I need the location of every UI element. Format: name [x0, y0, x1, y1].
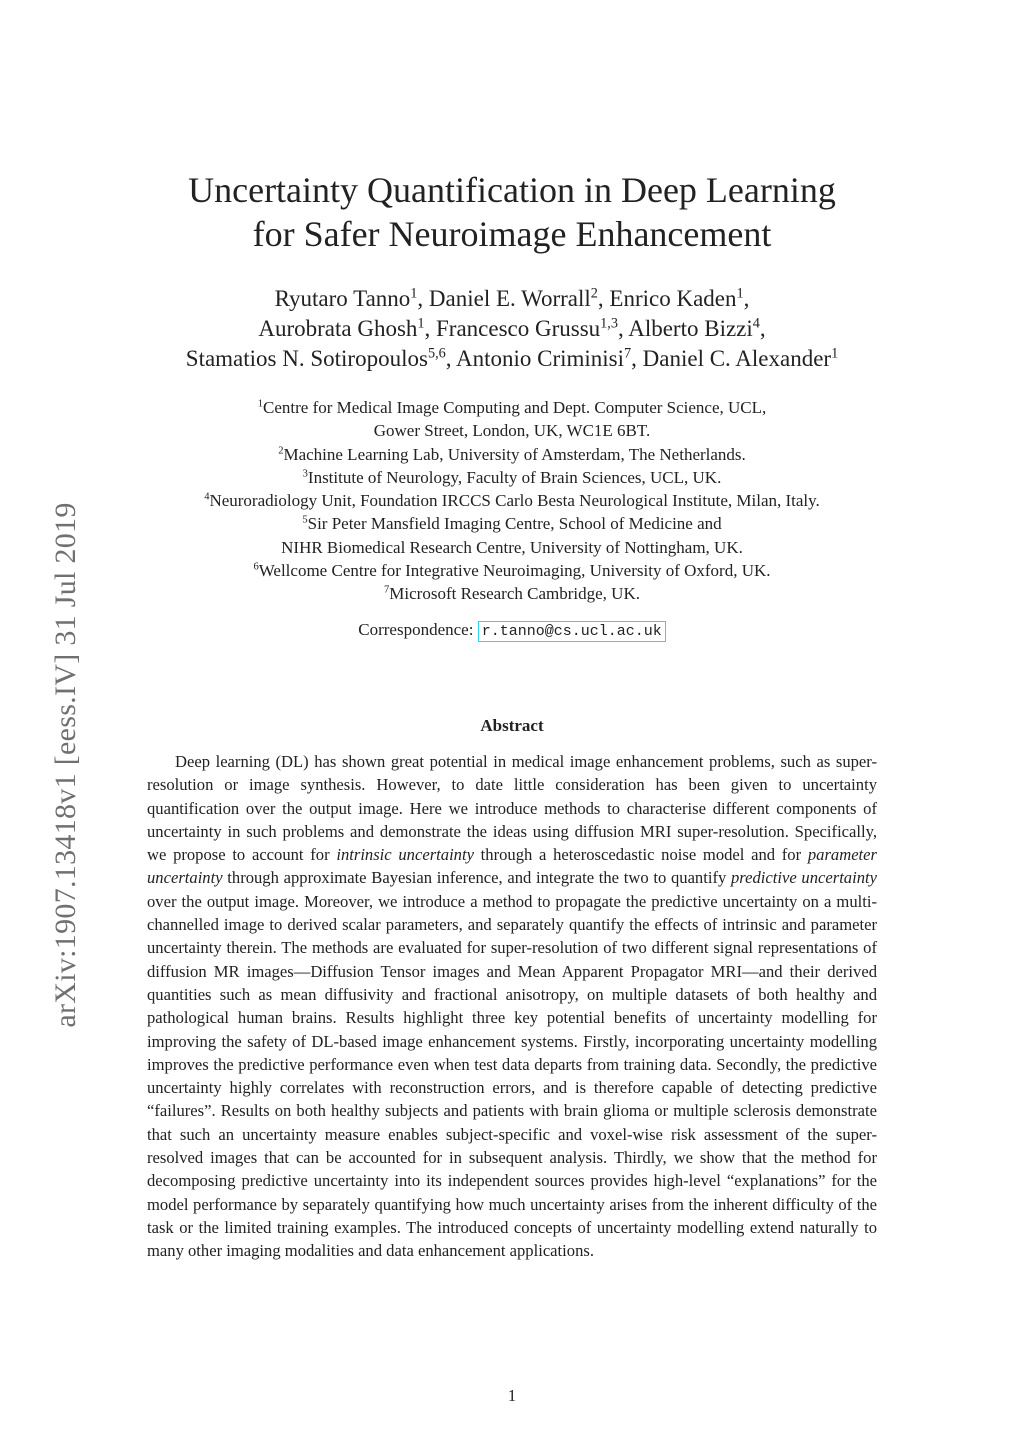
affil-marker: 1 [257, 398, 263, 410]
author-list [112, 284, 912, 374]
abstract-text-2: through a heteroscedastic noise model and for [473, 845, 808, 865]
affil-text: Neuroradiology Unit, Foundation IRCCS Carlo Besta Neurological Institute, Milan, Italy. [209, 491, 820, 511]
author-line-1: Ryutaro Tanno$^1$, Daniel E. Worrall$^2$, Enrico Kaden$^1$, [274, 285, 750, 311]
author-name: Alberto Bizzi [628, 316, 753, 341]
affiliation-5-cont: NIHR Biomedical Research Centre, University of Nottingham, UK. [281, 537, 743, 557]
abstract-text-1: Deep learning (DL) has shown great potential in medical image enhancement problems, such as super-resolution or image synthesis. However, to date little consideration has been given to uncertainty quantification over the output image. Here we introduce methods to characterise different components of uncertainty in such problems and demonstrate the ideas using diffusion MRI super-resolution. Specifically, we propose to account for [147, 752, 877, 865]
affil-text: Wellcome Centre for Integrative Neuroimaging, University of Oxford, UK. [258, 561, 771, 581]
affiliation-6 [112, 559, 912, 582]
author-line-3: Stamatios N. Sotiropoulos$^{5,6}$, Antonio Criminisi$^7$, Daniel C. Alexander$^1$ [185, 345, 839, 371]
author-name: Antonio Criminisi [455, 346, 625, 371]
author-affil-marker: 1 [736, 285, 744, 302]
correspondence-email-link[interactable]: r.tanno@cs.ucl.ac.uk [478, 621, 666, 642]
author-name: Daniel C. Alexander [642, 346, 832, 371]
affiliation-7 [112, 582, 912, 605]
author-name: Ryutaro Tanno [274, 286, 411, 311]
abstract-paragraph [147, 750, 877, 1263]
affil-text: Centre for Medical Image Computing and Dept. Computer Science, UCL, [263, 398, 767, 417]
correspondence-line [112, 619, 912, 642]
author-affil-marker: 2 [590, 285, 598, 302]
affil-text: Institute of Neurology, Faculty of Brain Sciences, UCL, UK. [307, 467, 722, 487]
author-line-2: Aurobrata Ghosh$^1$, Francesco Grussu$^{1,3}$, Alberto Bizzi$^4$, [258, 315, 766, 341]
author-affil-marker: 1 [831, 345, 839, 362]
affil-marker: 4 [204, 491, 210, 503]
author-affil-marker: 7 [624, 345, 632, 362]
author-name: Daniel E. Worrall [428, 286, 591, 311]
affil-text: Machine Learning Lab, University of Amsterdam, The Netherlands. [283, 444, 746, 464]
affiliation-1-cont: Gower Street, London, UK, WC1E 6BT. [373, 421, 651, 441]
affiliation-1 [112, 396, 912, 419]
author-name: Enrico Kaden [609, 286, 737, 311]
title-line-1: Uncertainty Quantification in Deep Learning [188, 170, 836, 210]
abstract-emphasis-predictive: predictive uncertainty [730, 868, 877, 888]
affiliation-5 [112, 512, 912, 535]
affil-marker: 7 [384, 585, 390, 597]
affil-text: Microsoft Research Cambridge, UK. [389, 584, 640, 604]
arxiv-id-text: arXiv:1907.13418v1 [eess.IV] 31 Jul 2019 [49, 502, 82, 1028]
title-line-2: for Safer Neuroimage Enhancement [252, 214, 772, 254]
affiliation-4 [112, 489, 912, 512]
affiliation-3 [112, 466, 912, 489]
author-affil-marker: 1,3 [600, 315, 618, 332]
author-affil-marker: 5,6 [427, 345, 446, 362]
abstract-text-3: through approximate Bayesian inference, and integrate the two to quantify [222, 868, 731, 888]
author-name: Francesco Grussu [436, 316, 601, 341]
affil-marker: 2 [278, 445, 284, 457]
abstract-emphasis-parameter: parameter uncertainty [147, 845, 877, 888]
affil-marker: 6 [253, 561, 259, 573]
affiliation-2 [112, 443, 912, 466]
author-affil-marker: 1 [410, 285, 418, 302]
author-name: Aurobrata Ghosh [258, 316, 418, 341]
author-name: Stamatios N. Sotiropoulos [185, 346, 428, 371]
abstract-text-4: over the output image. Moreover, we introduce a method to propagate the predictive uncertainty on a multi-channelled image to derived scalar parameters, and separately quantify the effects of intrinsic and parameter uncertainty therein. The methods are evaluated for super-resolution of two different signal representations of diffusion MR images—Diffusion Tensor images and Mean Apparent Propagator MRI—and their derived quantities such as mean diffusivity and fractional anisotropy, on multiple datasets of both healthy and pathological human brains. Results highlight three key potential benefits of uncertainty modelling for improving the safety of DL-based image enhancement systems. Firstly, incorporating uncertainty modelling improves the predictive performance even when test data departs from training data. Secondly, the predictive uncertainty highly correlates with reconstruction errors, and is therefore capable of detecting predictive “failures”. Results on both healthy subjects and patients with brain glioma or multiple sclerosis demonstrate that such an uncertainty measure enables subject-specific and voxel-wise risk assessment of the super-resolved images that can be accounted for in subsequent analysis. Thirdly, we show that the method for decomposing predictive uncertainty into its independent sources provides high-level “explanations” for the model performance by separately quantifying how much uncertainty arises from the inherent difficulty of the task or the limited training examples. The introduced concepts of uncertainty modelling extend naturally to many other imaging modalities and data enhancement applications. [147, 891, 877, 1261]
abstract-emphasis-intrinsic: intrinsic uncertainty [336, 845, 474, 865]
arxiv-side-identifier [48, 460, 84, 1070]
affil-marker: 3 [302, 468, 308, 480]
abstract-heading: Abstract [480, 716, 544, 735]
affil-text: Sir Peter Mansfield Imaging Centre, School of Medicine and [307, 514, 722, 534]
affiliation-list [112, 396, 912, 606]
affil-marker: 5 [302, 515, 308, 527]
author-affil-marker: 4 [752, 315, 760, 332]
paper-title [112, 168, 912, 256]
page-number: 1 [507, 1386, 517, 1405]
author-affil-marker: 1 [417, 315, 425, 332]
correspondence-label: Correspondence: [358, 620, 474, 639]
